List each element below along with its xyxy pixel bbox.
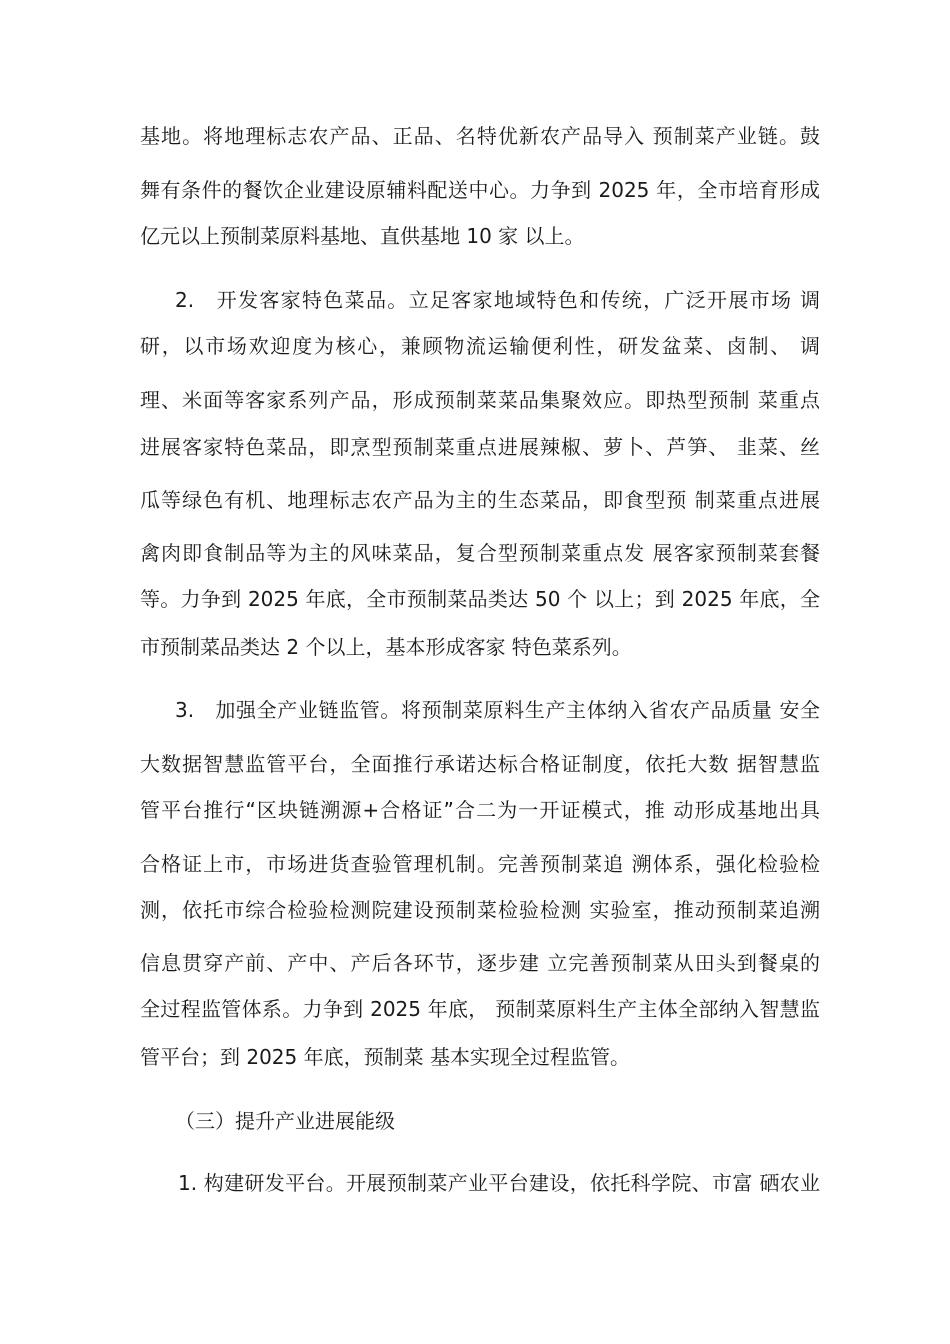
text-line: 管平台；到 2025 年底，预制菜 基本实现全过程监管。: [140, 1045, 630, 1069]
text-line: 管平台推行“区块链溯源+合格证”合二为一开证模式，推 动形成基地出具: [140, 798, 820, 822]
text-line: （三）提升产业进展能级: [175, 1109, 395, 1133]
text-line: 进展客家特色菜品，即烹型预制菜重点进展辣椒、萝卜、芦笋、 韭菜、丝: [140, 435, 820, 459]
text-line: 研，以市场欢迎度为核心，兼顾物流运输便利性，研发盆菜、卤制、 调: [140, 334, 820, 358]
text-line: 基地。将地理标志农产品、正品、名特优新农产品导入 预制菜产业链。鼓: [140, 124, 820, 148]
text-line: 信息贯穿产前、产中、产后各环节，逐步建 立完善预制菜从田头到餐桌的: [140, 951, 820, 975]
text-line: 舞有条件的餐饮企业建设原辅料配送中心。力争到 2025 年，全市培育形成: [140, 178, 820, 202]
text-line: 理、米面等客家系列产品，形成预制菜菜品集聚效应。即热型预制 菜重点: [140, 388, 820, 412]
text-line: 市预制菜品类达 2 个以上，基本形成客家 特色菜系列。: [140, 635, 632, 659]
text-line: 2. 开发客家特色菜品。立足客家地域特色和传统，广泛开展市场 调: [175, 288, 820, 312]
text-line: 合格证上市，市场进货查验管理机制。完善预制菜追 溯体系，强化检验检: [140, 852, 820, 876]
text-line: 全过程监管体系。力争到 2025 年底， 预制菜原料生产主体全部纳入智慧监: [140, 997, 820, 1021]
text-line: 瓜等绿色有机、地理标志农产品为主的生态菜品，即食型预 制菜重点进展: [140, 488, 820, 512]
text-line: 亿元以上预制菜原料基地、直供基地 10 家 以上。: [140, 224, 585, 248]
text-line: 等。力争到 2025 年底，全市预制菜品类达 50 个 以上；到 2025 年底，全: [140, 587, 820, 611]
text-line: 3. 加强全产业链监管。将预制菜原料生产主体纳入省农产品质量 安全: [175, 698, 820, 722]
text-line: 禽肉即食制品等为主的风味菜品，复合型预制菜重点发 展客家预制菜套餐: [140, 541, 820, 565]
text-line: 测，依托市综合检验检测院建设预制菜检验检测 实验室，推动预制菜追溯: [140, 898, 820, 922]
text-line: 1. 构建研发平台。开展预制菜产业平台建设，依托科学院、市富 硒农业: [178, 1171, 820, 1195]
text-line: 大数据智慧监管平台，全面推行承诺达标合格证制度，依托大数 据智慧监: [140, 752, 820, 776]
